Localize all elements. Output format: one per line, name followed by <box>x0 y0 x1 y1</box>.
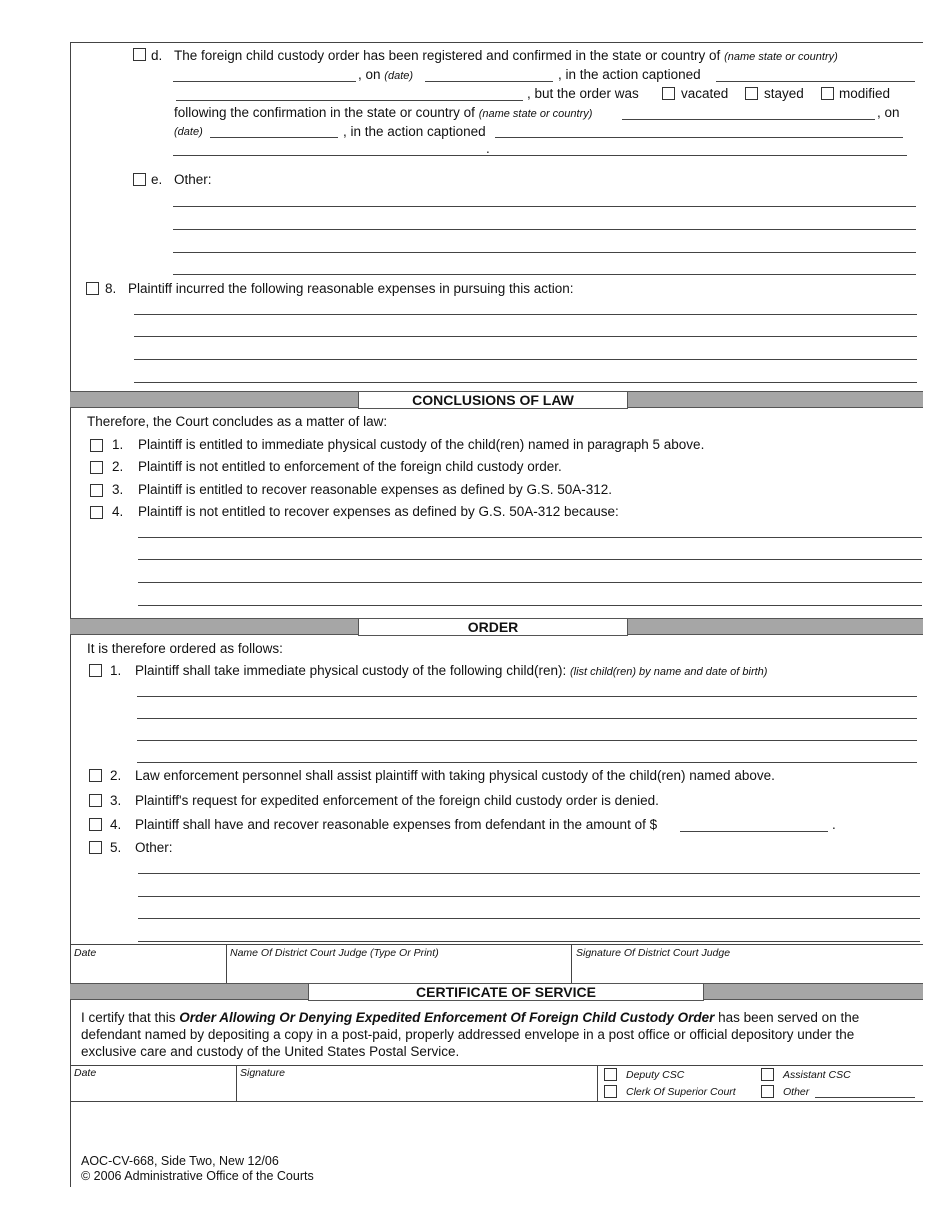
checkbox-clerk[interactable] <box>604 1085 617 1098</box>
item-7d-date-hint: (date) <box>174 126 203 138</box>
checkbox-7e[interactable] <box>133 173 146 186</box>
checkbox-other[interactable] <box>761 1085 774 1098</box>
order-4-num: 4. <box>110 817 122 832</box>
blank-caption-3 <box>495 137 903 138</box>
copyright: © 2006 Administrative Office of the Courts <box>81 1169 314 1183</box>
item-7d-action: , in the action captioned <box>558 67 701 82</box>
other-line-1 <box>173 206 916 207</box>
order-1-num: 1. <box>110 663 122 678</box>
children-line-1 <box>137 696 917 697</box>
form-id: AOC-CV-668, Side Two, New 12/06 <box>81 1154 279 1168</box>
conclusion-2-text: Plaintiff is not entitled to enforcement of the foreign child custody order. <box>138 459 562 474</box>
other-line-4 <box>173 274 916 275</box>
because-line-1 <box>138 537 922 538</box>
order-intro: It is therefore ordered as follows: <box>87 641 283 656</box>
checkbox-conclusion-4[interactable] <box>90 506 103 519</box>
item-7d-following: following the confirmation in the state or country of (name state or country) <box>174 105 593 120</box>
order-4-period: . <box>832 817 836 832</box>
label-assistant-csc: Assistant CSC <box>783 1069 851 1081</box>
checkbox-conclusion-1[interactable] <box>90 439 103 452</box>
order-3-num: 3. <box>110 793 122 808</box>
conclusion-3-num: 3. <box>112 482 124 497</box>
conclusion-2-num: 2. <box>112 459 124 474</box>
order-other-line-2 <box>138 896 920 897</box>
because-line-3 <box>138 582 922 583</box>
order-other-line-4 <box>138 941 920 942</box>
certificate-text: I certify that this Order Allowing Or Denying Expedited Enforcement Of Foreign Child Custody Order has been served on the defendant named by depositing a copy in a post-paid, properly addressed envelope in a post office or official depository under the exclusive care and custody of the United States Postal Service. <box>81 1010 860 1059</box>
cert-row-bottom <box>70 1101 923 1102</box>
label-deputy-csc: Deputy CSC <box>626 1069 685 1081</box>
order-title: ORDER <box>358 618 628 636</box>
checkbox-7d[interactable] <box>133 48 146 61</box>
expenses-line-2 <box>134 336 917 337</box>
other-title-line <box>815 1097 915 1098</box>
children-line-2 <box>137 718 917 719</box>
blank-caption-2 <box>176 100 523 101</box>
item-7e-label: Other: <box>174 172 212 187</box>
certificate-title: CERTIFICATE OF SERVICE <box>308 983 704 1001</box>
blank-date <box>425 81 553 82</box>
blank-state <box>173 81 356 82</box>
label-stayed: stayed <box>764 86 804 101</box>
expenses-line-1 <box>134 314 917 315</box>
cert-row-top <box>70 1065 923 1066</box>
conclusion-3-text: Plaintiff is entitled to recover reasonable expenses as defined by G.S. 50A-312. <box>138 482 613 497</box>
label-other: Other <box>783 1086 810 1098</box>
label-vacated: vacated <box>681 86 729 101</box>
cert-divider-1 <box>236 1065 237 1101</box>
order-other-line-3 <box>138 918 920 919</box>
children-line-3 <box>137 740 917 741</box>
item-7d-period: . <box>486 141 490 156</box>
item-8-number: 8. <box>105 281 117 296</box>
checkbox-conclusion-2[interactable] <box>90 461 103 474</box>
conclusion-4-text: Plaintiff is not entitled to recover expenses as defined by G.S. 50A-312 because: <box>138 504 619 519</box>
item-7d-but-order: , but the order was <box>527 86 639 101</box>
checkbox-order-3[interactable] <box>89 794 102 807</box>
item-8-text: Plaintiff incurred the following reasonable expenses in pursuing this action: <box>128 281 574 296</box>
judge-name-label[interactable]: Name Of District Court Judge (Type Or Print) <box>230 947 439 959</box>
other-line-3 <box>173 252 916 253</box>
item-7d-action2: , in the action captioned <box>343 124 486 139</box>
checkbox-assistant-csc[interactable] <box>761 1068 774 1081</box>
checkbox-order-4[interactable] <box>89 818 102 831</box>
sig-row-top <box>70 944 923 945</box>
label-modified: modified <box>839 86 891 101</box>
checkbox-stayed[interactable] <box>745 87 758 100</box>
order-5-text: Other: <box>135 840 173 855</box>
checkbox-8[interactable] <box>86 282 99 295</box>
cert-date-label[interactable]: Date <box>74 1067 97 1079</box>
order-band <box>70 618 923 635</box>
judge-signature-label[interactable]: Signature Of District Court Judge <box>576 947 731 959</box>
sig-date-label: Date <box>74 947 97 959</box>
checkbox-deputy-csc[interactable] <box>604 1068 617 1081</box>
sig-divider-2 <box>571 944 572 983</box>
conclusion-1-num: 1. <box>112 437 124 452</box>
checkbox-vacated[interactable] <box>662 87 675 100</box>
sig-divider-1 <box>226 944 227 983</box>
cert-divider-2 <box>597 1065 598 1101</box>
conclusions-band <box>70 391 923 408</box>
order-other-line-1 <box>138 873 920 874</box>
checkbox-conclusion-3[interactable] <box>90 484 103 497</box>
because-line-2 <box>138 559 922 560</box>
other-line-2 <box>173 229 916 230</box>
conclusion-1-text: Plaintiff is entitled to immediate physical custody of the child(ren) named in paragraph 5 above. <box>138 437 705 452</box>
conclusions-title: CONCLUSIONS OF LAW <box>358 391 628 409</box>
top-border <box>70 42 923 43</box>
item-7d-on: , on (date) <box>358 67 414 82</box>
blank-caption <box>716 81 915 82</box>
blank-state-2 <box>622 119 875 120</box>
order-2-num: 2. <box>110 768 122 783</box>
conclusion-4-num: 4. <box>112 504 124 519</box>
blank-caption-4 <box>173 155 907 156</box>
amount-line <box>680 831 828 832</box>
order-3-text: Plaintiff's request for expedited enforcement of the foreign child custody order is denied. <box>135 793 659 808</box>
expenses-line-3 <box>134 359 917 360</box>
order-2-text: Law enforcement personnel shall assist plaintiff with taking physical custody of the child(ren) named above. <box>135 768 775 783</box>
checkbox-order-2[interactable] <box>89 769 102 782</box>
checkbox-order-5[interactable] <box>89 841 102 854</box>
checkbox-order-1[interactable] <box>89 664 102 677</box>
checkbox-modified[interactable] <box>821 87 834 100</box>
item-7d-text: The foreign child custody order has been registered and confirmed in the state or country of (name state or country) <box>174 48 838 63</box>
conclusions-intro: Therefore, the Court concludes as a matter of law: <box>87 414 388 429</box>
expenses-line-4 <box>134 382 917 383</box>
item-7d-on2: , on <box>877 105 900 120</box>
item-7d-letter: d. <box>151 48 163 63</box>
order-1-text: Plaintiff shall take immediate physical custody of the following child(ren): (list child(ren) by name and date of birth) <box>135 663 768 678</box>
because-line-4 <box>138 605 922 606</box>
certificate-band <box>70 983 923 1000</box>
left-border <box>70 42 71 1187</box>
cert-signature-label[interactable]: Signature <box>240 1067 285 1079</box>
blank-date-2 <box>210 137 338 138</box>
order-4-text: Plaintiff shall have and recover reasonable expenses from defendant in the amount of $ <box>135 817 658 832</box>
order-5-num: 5. <box>110 840 122 855</box>
children-line-4 <box>137 762 917 763</box>
label-clerk: Clerk Of Superior Court <box>626 1086 736 1098</box>
item-7e-letter: e. <box>151 172 163 187</box>
